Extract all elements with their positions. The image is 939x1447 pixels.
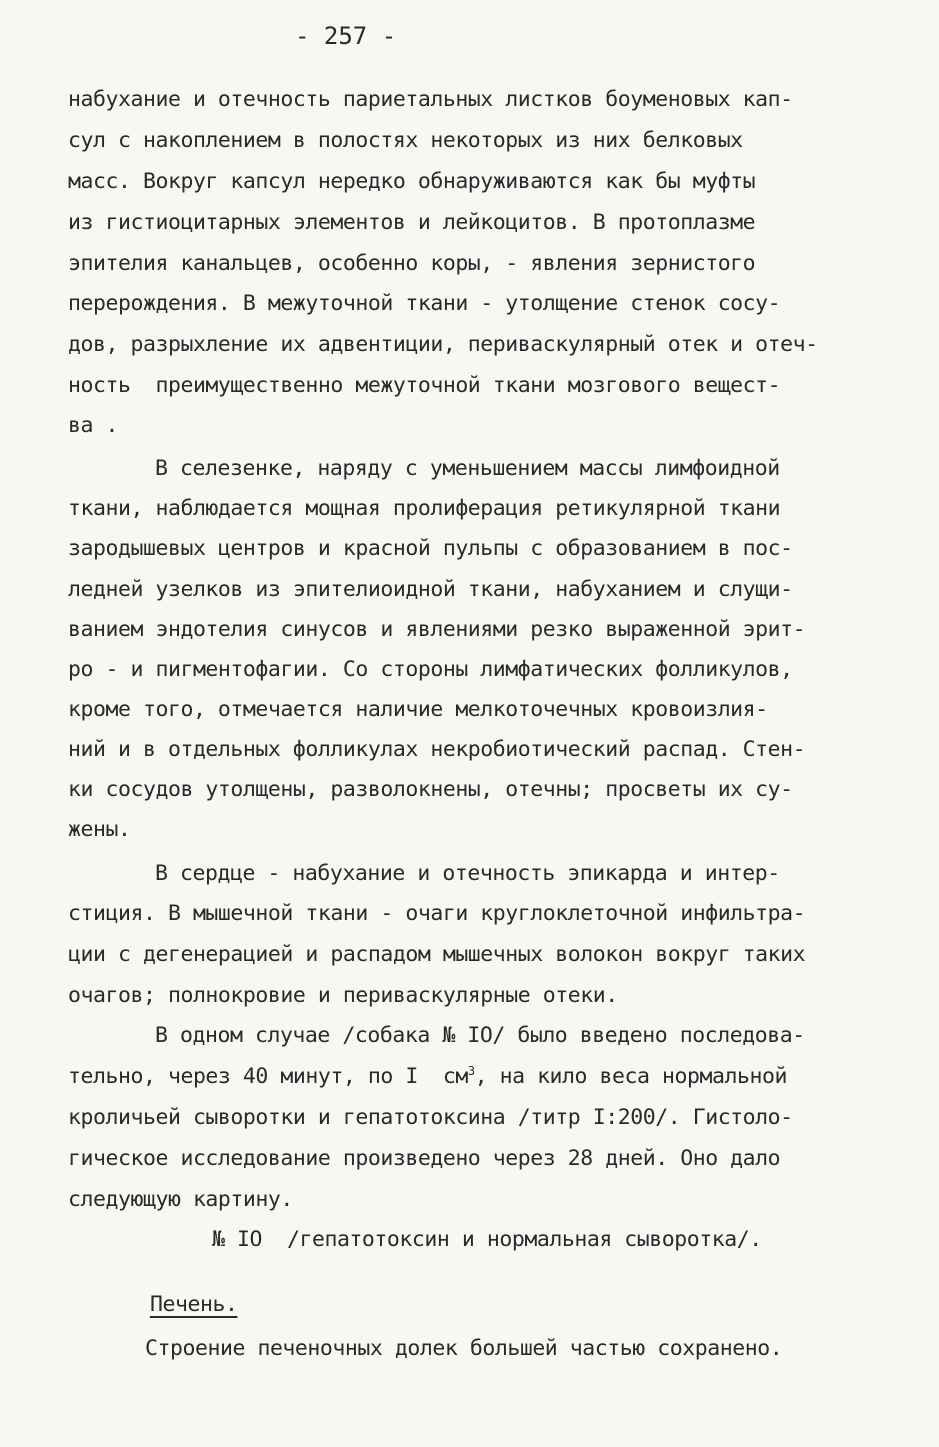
organ-heading: Печень. [150, 1292, 238, 1317]
text-line: сул с накоплением в полостях некоторых из них белковых [68, 128, 743, 153]
text-line: эпителия канальцев, особенно коры, - явления зернистого [68, 251, 756, 276]
text-line: ва . [68, 413, 118, 438]
page-number: - 257 - [295, 22, 397, 50]
text-line: кроличьей сыворотки и гепатотоксина /титр I:200/. Гистоло- [68, 1105, 793, 1130]
text-line [68, 1063, 787, 1091]
text-line: зародышевых центров и красной пульпы с образованием в пос- [68, 536, 793, 561]
text-line: следующую картину. [68, 1187, 293, 1212]
text-span: , на кило веса нормальной [474, 1064, 787, 1089]
text-line: ции с дегенерацией и распадом мышечных волокон вокруг таких [68, 942, 806, 967]
text-line: очагов; полнокровие и периваскулярные отеки. [68, 983, 618, 1008]
text-line: ки сосудов утолщены, разволокнены, отечны; просветы их су- [68, 777, 793, 802]
case-heading: № IO /гепатотоксин и нормальная сыворотка/. [212, 1227, 762, 1252]
superscript: 3 [467, 1063, 475, 1078]
text-line: перерождения. В межуточной ткани - утолщение стенок сосу- [68, 291, 781, 316]
text-line: ний и в отдельных фолликулах некробиотический распад. Стен- [68, 737, 806, 762]
text-line: ткани, наблюдается мощная пролиферация ретикулярной ткани [68, 496, 781, 521]
text-line: из гистиоцитарных элементов и лейкоцитов. В протоплазме [68, 210, 756, 235]
text-line: набухание и отечность париетальных листков боуменовых кап- [68, 87, 793, 112]
text-line: ванием эндотелия синусов и явлениями резко выраженной эрит- [68, 617, 806, 642]
text-line: Строение печеночных долек большей частью сохранено. [145, 1336, 783, 1361]
text-line: кроме того, отмечается наличие мелкоточечных кровоизлия- [68, 697, 768, 722]
text-line: масс. Вокруг капсул нередко обнаруживаются как бы муфты [68, 169, 756, 194]
text-line: В одном случае /собака № IO/ было введено последова- [155, 1023, 805, 1048]
text-span: тельно, через 40 минут, по I см [68, 1064, 468, 1089]
text-line: стиция. В мышечной ткани - очаги круглоклеточной инфильтра- [68, 901, 806, 926]
text-line: ность преимущественно межуточной ткани мозгового вещест- [68, 373, 781, 398]
text-line: ро - и пигментофагии. Со стороны лимфатических фолликулов, [68, 657, 793, 682]
text-line: гическое исследование произведено через 28 дней. Оно дало [68, 1146, 781, 1171]
text-line: ледней узелков из эпителиоидной ткани, набуханием и слущи- [68, 577, 793, 602]
text-line: В сердце - набухание и отечность эпикарда и интер- [155, 861, 780, 886]
text-line: В селезенке, наряду с уменьшением массы лимфоидной [155, 456, 780, 481]
text-line: дов, разрыхление их адвентиции, периваскулярный отек и отеч- [68, 332, 818, 357]
text-line: жены. [68, 817, 131, 842]
